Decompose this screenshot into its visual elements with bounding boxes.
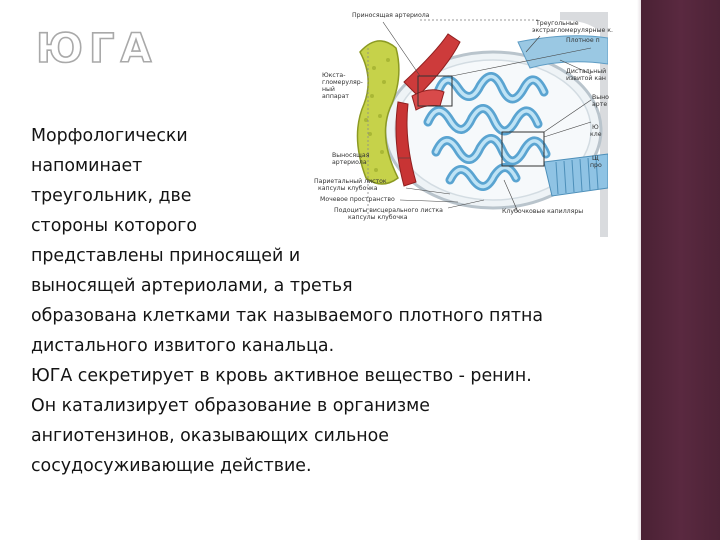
label-efferent-line1: Выносящая [332, 152, 370, 159]
body-line: сосудосуживающие действие. [31, 456, 312, 476]
label-trigonal-cells-line1: Треугольные [536, 20, 579, 27]
label-right-line4: про [590, 162, 602, 169]
label-urinary-space: Мочевое пространство [320, 196, 395, 203]
label-right-line2: кле [590, 131, 602, 138]
body-line: напоминает [31, 156, 143, 176]
label-jga-line2: гломеруляр- [322, 79, 363, 86]
body-text [31, 121, 621, 481]
label-distal-tubule-line1: Дистальный [566, 68, 607, 75]
body-line: стороны которого [31, 216, 198, 236]
label-parietal-line2: капсулы клубочка [318, 185, 378, 192]
label-glomerular-capillaries: Клубочковые капилляры [502, 208, 584, 215]
body-line: образована клетками так называемого плотного пятна [31, 306, 544, 326]
label-right-line3: Щ [592, 155, 599, 162]
label-distal-tubule-line2: извитой кан [566, 75, 606, 82]
label-podocytes-line2: капсулы клубочка [348, 214, 408, 221]
body-line: ангиотензинов, оказывающих сильное [31, 426, 389, 446]
body-line: дистального извитого канальца. [31, 336, 335, 356]
label-trigonal-cells-line2: экстрагломерулярные к. [532, 27, 613, 34]
label-efferent-side-line1: Выно [592, 94, 609, 101]
label-dense-spot: Плотное п [566, 37, 600, 44]
label-jga-line1: Юкста- [322, 72, 346, 79]
label-efferent-line2: артериола [332, 159, 367, 166]
right-decorative-band [641, 0, 720, 540]
label-podocytes-line1: Подоциты висцерального листка [334, 207, 443, 214]
label-parietal-line1: Париетальный листок [314, 178, 387, 185]
label-right-line1: Ю [592, 124, 599, 131]
body-line: Морфологически [31, 126, 188, 146]
body-line: представлены приносящей и [31, 246, 301, 266]
body-line: ЮГА секретирует в кровь активное вещество - ренин. [31, 366, 532, 386]
label-afferent-arteriole: Приносящая артериола [352, 12, 430, 19]
label-jga-line4: аппарат [322, 93, 349, 100]
body-line: Он катализирует образование в организме [31, 396, 430, 416]
body-line: треугольник, две [31, 186, 192, 206]
body-line: выносящей артериолами, а третья [31, 276, 353, 296]
slide-title: ЮГА [36, 26, 158, 72]
label-jga-line3: ный [322, 86, 335, 93]
label-efferent-side-line2: арте [592, 101, 608, 108]
